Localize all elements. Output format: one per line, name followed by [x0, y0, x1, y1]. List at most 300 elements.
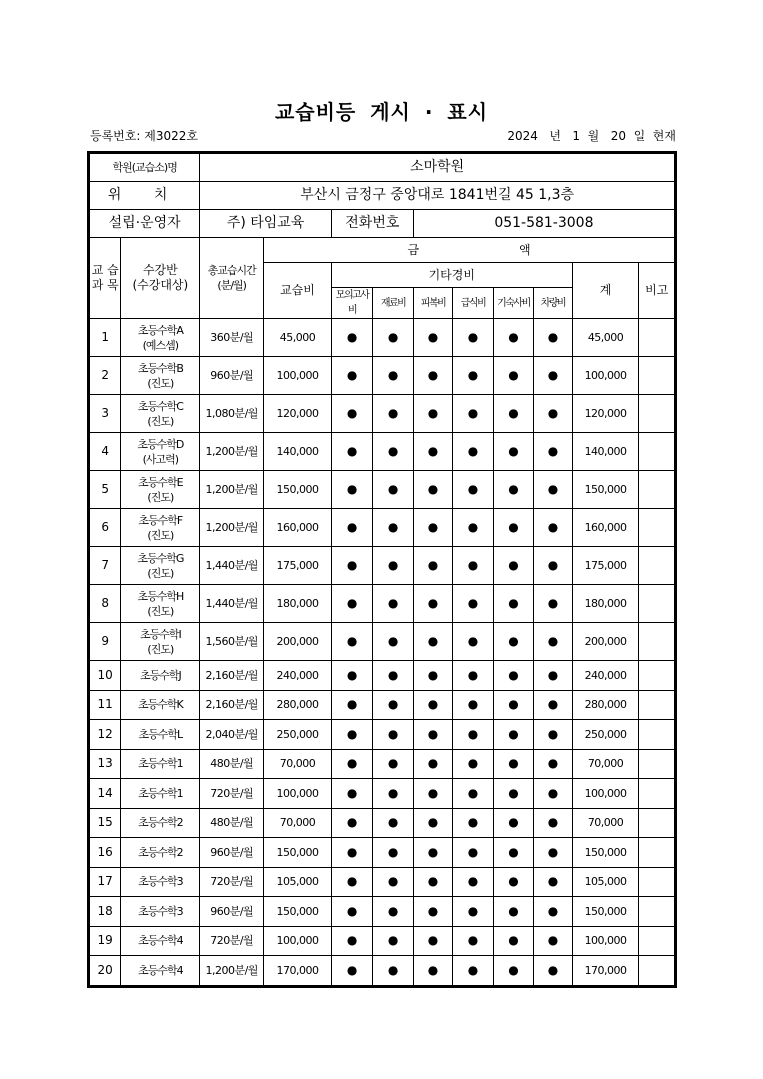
table-row: [89, 897, 676, 927]
uniform-cell: ●: [413, 319, 452, 357]
vehicle-cell: ●: [534, 956, 572, 987]
material-cell: ●: [373, 690, 413, 720]
meal-cell: ●: [453, 779, 493, 809]
total-cell: 100,000: [572, 926, 639, 956]
note-cell: [639, 749, 676, 779]
vehicle-cell: ●: [534, 690, 572, 720]
tuition-cell: 150,000: [264, 471, 332, 509]
class-cell: [121, 690, 200, 720]
dorm-cell: ●: [493, 867, 533, 897]
tuition-cell: 180,000: [264, 585, 332, 623]
material-cell: ●: [373, 471, 413, 509]
note-cell: [639, 661, 676, 691]
dorm-cell: ●: [493, 720, 533, 750]
class-cell: [121, 585, 200, 623]
row-number: 14: [89, 779, 121, 809]
dorm-cell: ●: [493, 838, 533, 868]
total-cell: 150,000: [572, 838, 639, 868]
table-row: [89, 471, 676, 509]
dorm-cell: ●: [493, 585, 533, 623]
class-target: (사고력): [142, 452, 179, 466]
row-number: 9: [89, 623, 121, 661]
vehicle-cell: ●: [534, 779, 572, 809]
row-number: 3: [89, 395, 121, 433]
class-cell: [121, 720, 200, 750]
meal-cell: ●: [453, 867, 493, 897]
class-target: (진도): [147, 566, 174, 580]
total-cell: 180,000: [572, 585, 639, 623]
uniform-cell: ●: [413, 357, 452, 395]
dorm-cell: ●: [493, 749, 533, 779]
class-cell: [121, 357, 200, 395]
meal-cell: ●: [453, 395, 493, 433]
vehicle-cell: ●: [534, 623, 572, 661]
meal-cell: ●: [453, 623, 493, 661]
vehicle-cell: ●: [534, 509, 572, 547]
mock-exam-cell: ●: [331, 319, 372, 357]
uniform-cell: ●: [413, 926, 452, 956]
total-cell: 70,000: [572, 749, 639, 779]
class-target: (진도): [147, 376, 174, 390]
note-header: 비고: [639, 263, 676, 319]
class-name: 초등수학1: [138, 757, 183, 771]
note-cell: [639, 720, 676, 750]
note-cell: [639, 319, 676, 357]
class-name: 초등수학E: [138, 475, 183, 489]
dorm-cell: ●: [493, 509, 533, 547]
table-row: [89, 867, 676, 897]
total-cell: 150,000: [572, 897, 639, 927]
vehicle-header: 차량비: [534, 288, 572, 319]
material-cell: ●: [373, 779, 413, 809]
class-name: 초등수학I: [139, 627, 181, 641]
dorm-header: 기숙사비: [493, 288, 533, 319]
note-cell: [639, 433, 676, 471]
class-name: 초등수학J: [139, 668, 181, 682]
uniform-cell: ●: [413, 956, 452, 987]
total-cell: 200,000: [572, 623, 639, 661]
class-cell: [121, 956, 200, 987]
hours-cell: 1,200분/월: [200, 956, 264, 987]
mock-exam-cell: ●: [331, 661, 372, 691]
note-cell: [639, 867, 676, 897]
material-cell: ●: [373, 433, 413, 471]
dorm-cell: ●: [493, 690, 533, 720]
class-name: 초등수학C: [137, 399, 183, 413]
location-label: 위 치: [89, 182, 200, 210]
row-number: 8: [89, 585, 121, 623]
mock-exam-cell: ●: [331, 808, 372, 838]
uniform-cell: ●: [413, 720, 452, 750]
mock-exam-cell: ●: [331, 690, 372, 720]
tuition-cell: 175,000: [264, 547, 332, 585]
table-row: [89, 585, 676, 623]
hours-cell: 480분/월: [200, 749, 264, 779]
vehicle-cell: ●: [534, 749, 572, 779]
address: 부산시 금정구 중앙대로 1841번길 45 1,3층: [200, 182, 676, 210]
class-cell: [121, 547, 200, 585]
meal-cell: ●: [453, 808, 493, 838]
class-cell: [121, 867, 200, 897]
tuition-cell: 240,000: [264, 661, 332, 691]
hours-cell: 480분/월: [200, 808, 264, 838]
tuition-cell: 120,000: [264, 395, 332, 433]
class-name: 초등수학F: [138, 513, 183, 527]
class-name: 초등수학K: [137, 698, 183, 712]
dorm-cell: ●: [493, 471, 533, 509]
class-header: 수강반 (수강대상): [121, 238, 200, 319]
class-cell: [121, 926, 200, 956]
table-row: [89, 661, 676, 691]
note-cell: [639, 357, 676, 395]
hours-cell: 1,080분/월: [200, 395, 264, 433]
mock-exam-cell: ●: [331, 433, 372, 471]
hours-cell: 1,200분/월: [200, 509, 264, 547]
table-row: [89, 926, 676, 956]
vehicle-cell: ●: [534, 720, 572, 750]
tuition-cell: 150,000: [264, 838, 332, 868]
row-number: 15: [89, 808, 121, 838]
other-expenses-header: 기타경비: [331, 263, 572, 288]
mock-exam-cell: ●: [331, 357, 372, 395]
class-name: 초등수학3: [138, 875, 183, 889]
dorm-cell: ●: [493, 897, 533, 927]
class-name: 초등수학H: [137, 589, 184, 603]
uniform-cell: ●: [413, 808, 452, 838]
row-number: 11: [89, 690, 121, 720]
class-cell: [121, 623, 200, 661]
uniform-cell: ●: [413, 838, 452, 868]
vehicle-cell: ●: [534, 433, 572, 471]
meal-header: 급식비: [453, 288, 493, 319]
table-row: [89, 623, 676, 661]
tuition-cell: 45,000: [264, 319, 332, 357]
note-cell: [639, 956, 676, 987]
note-cell: [639, 585, 676, 623]
note-cell: [639, 547, 676, 585]
material-cell: ●: [373, 395, 413, 433]
class-name: 초등수학L: [138, 727, 183, 741]
vehicle-cell: ●: [534, 395, 572, 433]
total-cell: 240,000: [572, 661, 639, 691]
vehicle-cell: ●: [534, 838, 572, 868]
hours-cell: 2,040분/월: [200, 720, 264, 750]
mock-exam-cell: ●: [331, 897, 372, 927]
table-row: [89, 357, 676, 395]
total-cell: 175,000: [572, 547, 639, 585]
hours-cell: 720분/월: [200, 867, 264, 897]
uniform-cell: ●: [413, 585, 452, 623]
meal-cell: ●: [453, 319, 493, 357]
tuition-cell: 70,000: [264, 808, 332, 838]
subject-header: 교 습 과 목: [89, 238, 121, 319]
vehicle-cell: ●: [534, 867, 572, 897]
vehicle-cell: ●: [534, 357, 572, 395]
dorm-cell: ●: [493, 661, 533, 691]
row-number: 18: [89, 897, 121, 927]
total-cell: 100,000: [572, 779, 639, 809]
meal-cell: ●: [453, 509, 493, 547]
note-cell: [639, 690, 676, 720]
phone-number: 051-581-3008: [413, 210, 675, 238]
material-cell: ●: [373, 509, 413, 547]
page-title: 교습비등 게시 · 표시: [274, 100, 489, 124]
uniform-cell: ●: [413, 509, 452, 547]
tuition-cell: 105,000: [264, 867, 332, 897]
class-name: 초등수학D: [137, 437, 184, 451]
class-name: 초등수학A: [137, 323, 183, 337]
row-number: 7: [89, 547, 121, 585]
note-cell: [639, 838, 676, 868]
hours-cell: 720분/월: [200, 926, 264, 956]
current-date: 2024 년 1 월 20 일 현재: [507, 129, 676, 143]
table-row: [89, 509, 676, 547]
total-cell: 160,000: [572, 509, 639, 547]
class-name: 초등수학4: [138, 963, 183, 977]
material-cell: ●: [373, 319, 413, 357]
tuition-cell: 100,000: [264, 779, 332, 809]
material-cell: ●: [373, 838, 413, 868]
meal-cell: ●: [453, 690, 493, 720]
academy-name: 소마학원: [200, 153, 676, 182]
table-row: [89, 547, 676, 585]
mock-exam-cell: ●: [331, 749, 372, 779]
material-cell: ●: [373, 926, 413, 956]
class-cell: [121, 661, 200, 691]
row-number: 2: [89, 357, 121, 395]
tuition-cell: 280,000: [264, 690, 332, 720]
phone-label: 전화번호: [331, 210, 413, 238]
meal-cell: ●: [453, 926, 493, 956]
registration-number: 등록번호: 제3022호: [90, 129, 198, 143]
mock-exam-cell: ●: [331, 471, 372, 509]
class-cell: [121, 433, 200, 471]
hours-cell: 960분/월: [200, 897, 264, 927]
mock-exam-cell: ●: [331, 509, 372, 547]
mock-exam-cell: ●: [331, 720, 372, 750]
tuition-cell: 100,000: [264, 926, 332, 956]
total-cell: 100,000: [572, 357, 639, 395]
vehicle-cell: ●: [534, 585, 572, 623]
uniform-cell: ●: [413, 623, 452, 661]
hours-cell: 1,440분/월: [200, 547, 264, 585]
class-cell: [121, 471, 200, 509]
row-number: 17: [89, 867, 121, 897]
meal-cell: ●: [453, 720, 493, 750]
dorm-cell: ●: [493, 779, 533, 809]
mock-exam-cell: ●: [331, 867, 372, 897]
meal-cell: ●: [453, 897, 493, 927]
class-name: 초등수학2: [138, 816, 183, 830]
tuition-cell: 200,000: [264, 623, 332, 661]
amount-header-right: 액: [519, 242, 531, 257]
uniform-cell: ●: [413, 749, 452, 779]
class-target: (예스셈): [142, 338, 179, 352]
total-cell: 150,000: [572, 471, 639, 509]
uniform-cell: ●: [413, 867, 452, 897]
dorm-cell: ●: [493, 926, 533, 956]
dorm-cell: ●: [493, 433, 533, 471]
meal-cell: ●: [453, 585, 493, 623]
material-cell: ●: [373, 956, 413, 987]
total-cell: 170,000: [572, 956, 639, 987]
uniform-cell: ●: [413, 779, 452, 809]
table-row: [89, 779, 676, 809]
amount-header-left: 금: [407, 242, 420, 257]
class-cell: [121, 838, 200, 868]
table-row: [89, 720, 676, 750]
row-number: 13: [89, 749, 121, 779]
mock-exam-cell: ●: [331, 547, 372, 585]
vehicle-cell: ●: [534, 897, 572, 927]
note-cell: [639, 808, 676, 838]
row-number: 12: [89, 720, 121, 750]
uniform-header: 피복비: [413, 288, 452, 319]
dorm-cell: ●: [493, 547, 533, 585]
class-name: 초등수학4: [138, 934, 183, 948]
hours-cell: 1,440분/월: [200, 585, 264, 623]
material-cell: ●: [373, 623, 413, 661]
vehicle-cell: ●: [534, 471, 572, 509]
class-cell: [121, 509, 200, 547]
tuition-cell: 170,000: [264, 956, 332, 987]
mock-exam-cell: ●: [331, 779, 372, 809]
dorm-cell: ●: [493, 357, 533, 395]
vehicle-cell: ●: [534, 547, 572, 585]
uniform-cell: ●: [413, 433, 452, 471]
meal-cell: ●: [453, 547, 493, 585]
dorm-cell: ●: [493, 623, 533, 661]
class-cell: [121, 395, 200, 433]
row-number: 10: [89, 661, 121, 691]
class-cell: [121, 749, 200, 779]
class-name: 초등수학G: [137, 551, 184, 565]
class-cell: [121, 897, 200, 927]
vehicle-cell: ●: [534, 661, 572, 691]
uniform-cell: ●: [413, 690, 452, 720]
table-row: [89, 808, 676, 838]
class-cell: [121, 808, 200, 838]
note-cell: [639, 509, 676, 547]
mock-exam-cell: ●: [331, 623, 372, 661]
mock-exam-header: 모의고사비: [331, 288, 372, 319]
mock-exam-cell: ●: [331, 395, 372, 433]
meal-cell: ●: [453, 838, 493, 868]
table-row: [89, 395, 676, 433]
total-cell: 120,000: [572, 395, 639, 433]
material-cell: ●: [373, 547, 413, 585]
uniform-cell: ●: [413, 547, 452, 585]
meal-cell: ●: [453, 956, 493, 987]
tuition-cell: 100,000: [264, 357, 332, 395]
mock-exam-cell: ●: [331, 838, 372, 868]
tuition-cell: 140,000: [264, 433, 332, 471]
total-cell: 45,000: [572, 319, 639, 357]
mock-exam-cell: ●: [331, 585, 372, 623]
material-cell: ●: [373, 585, 413, 623]
class-target: (진도): [147, 604, 174, 618]
total-cell: 140,000: [572, 433, 639, 471]
founder-label: 설립·운영자: [89, 210, 200, 238]
row-number: 6: [89, 509, 121, 547]
dorm-cell: ●: [493, 395, 533, 433]
hours-cell: 720분/월: [200, 779, 264, 809]
row-number: 19: [89, 926, 121, 956]
hours-cell: 960분/월: [200, 357, 264, 395]
note-cell: [639, 897, 676, 927]
uniform-cell: ●: [413, 471, 452, 509]
hours-cell: 360분/월: [200, 319, 264, 357]
vehicle-cell: ●: [534, 319, 572, 357]
row-number: 5: [89, 471, 121, 509]
material-cell: ●: [373, 808, 413, 838]
class-name: 초등수학B: [137, 361, 183, 375]
table-row: [89, 319, 676, 357]
vehicle-cell: ●: [534, 926, 572, 956]
total-cell: 70,000: [572, 808, 639, 838]
hours-cell: 1,200분/월: [200, 433, 264, 471]
total-cell: 250,000: [572, 720, 639, 750]
note-cell: [639, 926, 676, 956]
row-number: 1: [89, 319, 121, 357]
table-row: [89, 433, 676, 471]
class-target: (진도): [147, 490, 174, 504]
founder: 주) 타임교육: [200, 210, 332, 238]
class-cell: [121, 319, 200, 357]
material-cell: ●: [373, 897, 413, 927]
table-row: [89, 690, 676, 720]
mock-exam-cell: ●: [331, 926, 372, 956]
total-cell: 280,000: [572, 690, 639, 720]
class-target: (진도): [147, 414, 174, 428]
tuition-header: 교습비: [264, 263, 332, 319]
hours-cell: 2,160분/월: [200, 690, 264, 720]
class-name: 초등수학2: [138, 845, 183, 859]
amount-header: [264, 238, 676, 263]
meal-cell: ●: [453, 471, 493, 509]
class-name: 초등수학3: [138, 904, 183, 918]
uniform-cell: ●: [413, 897, 452, 927]
meal-cell: ●: [453, 433, 493, 471]
meal-cell: ●: [453, 661, 493, 691]
hours-cell: 1,200분/월: [200, 471, 264, 509]
material-cell: ●: [373, 867, 413, 897]
note-cell: [639, 623, 676, 661]
uniform-cell: ●: [413, 661, 452, 691]
class-target: (진도): [147, 528, 174, 542]
hours-cell: 1,560분/월: [200, 623, 264, 661]
class-name: 초등수학1: [138, 786, 183, 800]
dorm-cell: ●: [493, 808, 533, 838]
meal-cell: ●: [453, 357, 493, 395]
dorm-cell: ●: [493, 319, 533, 357]
tuition-cell: 160,000: [264, 509, 332, 547]
note-cell: [639, 395, 676, 433]
hours-header: 총교습시간 (분/월): [200, 238, 264, 319]
uniform-cell: ●: [413, 395, 452, 433]
class-cell: [121, 779, 200, 809]
tuition-cell: 250,000: [264, 720, 332, 750]
dorm-cell: ●: [493, 956, 533, 987]
row-number: 16: [89, 838, 121, 868]
mock-exam-cell: ●: [331, 956, 372, 987]
material-header: 재료비: [373, 288, 413, 319]
material-cell: ●: [373, 749, 413, 779]
class-target: (진도): [147, 642, 174, 656]
row-number: 4: [89, 433, 121, 471]
total-cell: 105,000: [572, 867, 639, 897]
material-cell: ●: [373, 720, 413, 750]
